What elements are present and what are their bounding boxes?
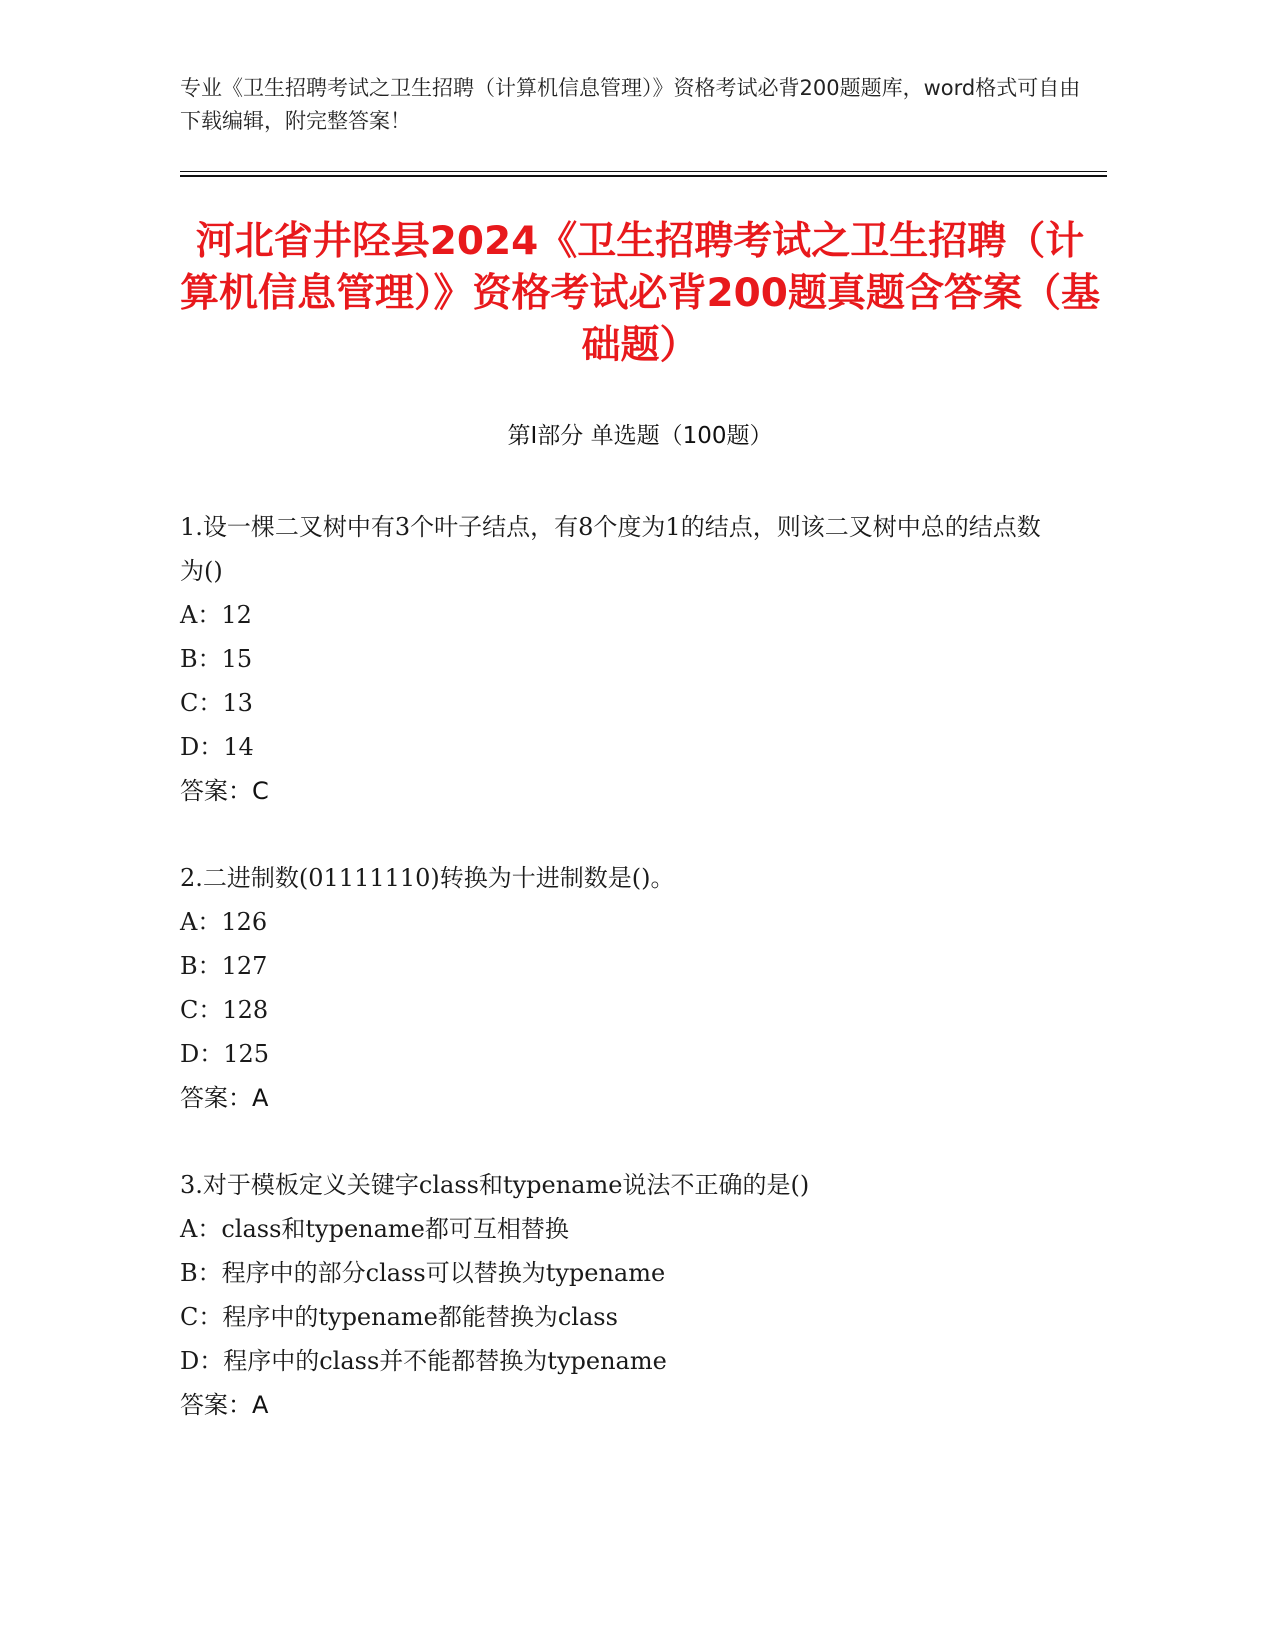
option-a: A：12: [180, 601, 252, 629]
question-stem: 3.对于模板定义关键字class和typename说法不正确的是(): [180, 1171, 810, 1199]
header-rule-thick: [180, 175, 1107, 177]
section-title: 第Ⅰ部分 单选题（100题）: [507, 423, 773, 449]
header-rule-thin: [180, 171, 1107, 172]
option-b: B：127: [180, 952, 268, 980]
header-note: 专业《卫生招聘考试之卫生招聘（计算机信息管理）》资格考试必背200题题库，word格式可自由下载编辑，附完整答案！: [180, 76, 1081, 133]
option-a: A：class和typename都可互相替换: [180, 1215, 569, 1243]
document-title: 河北省井陉县2024《卫生招聘考试之卫生招聘（计算机信息管理）》资格考试必背200题真题含答案（基础题）: [180, 219, 1100, 368]
option-d: D：14: [180, 733, 254, 761]
option-d: D：程序中的class并不能都替换为typename: [180, 1347, 667, 1375]
option-c: C：程序中的typename都能替换为class: [180, 1303, 618, 1331]
question-2: [180, 856, 1060, 1120]
option-d: D：125: [180, 1040, 270, 1068]
question-1: [180, 505, 1060, 813]
question-list: [180, 505, 1060, 1470]
question-3: [180, 1163, 1060, 1427]
question-stem: 2.二进制数(01111110)转换为十进制数是()。: [180, 864, 675, 892]
option-b: B：15: [180, 645, 253, 673]
answer-line: 答案：A: [180, 1084, 269, 1112]
option-b: B：程序中的部分class可以替换为typename: [180, 1259, 666, 1287]
option-c: C：13: [180, 689, 253, 717]
question-stem: 1.设一棵二叉树中有3个叶子结点，有8个度为1的结点，则该二叉树中总的结点数为(): [180, 513, 1041, 585]
option-a: A：126: [180, 908, 268, 936]
answer-line: 答案：A: [180, 1391, 269, 1419]
answer-line: 答案：C: [180, 777, 269, 805]
option-c: C：128: [180, 996, 269, 1024]
